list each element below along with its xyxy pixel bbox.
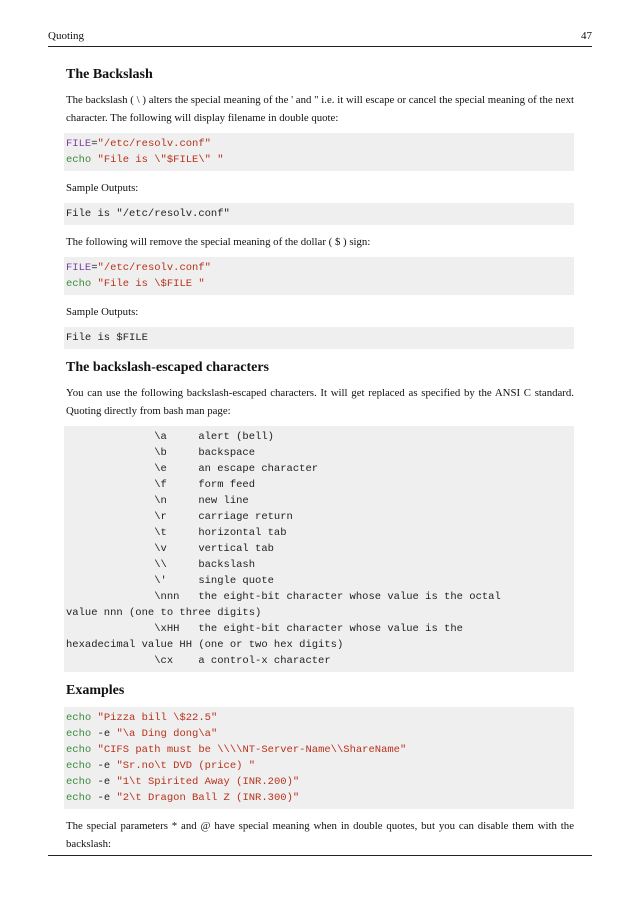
page-number: 47 bbox=[581, 30, 592, 42]
table-row: \e an escape character bbox=[66, 463, 319, 475]
heading-escaped-characters: The backslash-escaped characters bbox=[66, 360, 269, 375]
sample-outputs-label-2: Sample Outputs: bbox=[66, 306, 139, 318]
table-row: hexadecimal value HH (one or two hex digits) bbox=[66, 639, 344, 651]
heading-backslash: The Backslash bbox=[66, 67, 153, 82]
code-block-escape-table bbox=[64, 426, 574, 672]
paragraph-backslash-intro: The backslash ( \ ) alters the special meaning of the ' and " i.e. it will escape or cancel the special meaning of the next character. The following will display filename in double quote: bbox=[66, 94, 574, 124]
table-row: \b backspace bbox=[66, 447, 256, 459]
table-row: \n new line bbox=[66, 495, 249, 507]
paragraph-special-parameters: The special parameters * and @ have special meaning when in double quotes, but you can disable them with the backslash: bbox=[66, 820, 574, 850]
table-row: value nnn (one to three digits) bbox=[66, 607, 262, 619]
table-row: \r carriage return bbox=[66, 511, 293, 523]
table-row: \a alert (bell) bbox=[66, 431, 274, 443]
table-row: \f form feed bbox=[66, 479, 256, 491]
sample-outputs-label: Sample Outputs: bbox=[66, 182, 139, 194]
code-block-sample-output-2: File is $FILE bbox=[64, 327, 574, 349]
code-block-dollar-escape: FILE="/etc/resolv.conf" echo "File is \$FILE " bbox=[64, 257, 574, 295]
paragraph-dollar-intro: The following will remove the special meaning of the dollar ( $ ) sign: bbox=[66, 236, 371, 248]
table-row: \xHH the eight-bit character whose value is the bbox=[66, 623, 463, 635]
table-row: \v vertical tab bbox=[66, 543, 274, 555]
page-content bbox=[66, 66, 574, 859]
table-row: \t horizontal tab bbox=[66, 527, 287, 539]
table-row: \nnn the eight-bit character whose value is the octal bbox=[66, 591, 501, 603]
paragraph-escaped-intro: You can use the following backslash-escaped characters. It will get replaced as specified by the ANSI C standard. Quoting directly from bash man page: bbox=[66, 387, 574, 417]
table-row: \cx a control-x character bbox=[66, 655, 331, 667]
table-row: \\ backslash bbox=[66, 559, 256, 571]
section-title: Quoting bbox=[48, 30, 85, 42]
footer-rule bbox=[48, 855, 592, 856]
heading-examples: Examples bbox=[66, 683, 125, 698]
code-block-examples: echo "Pizza bill \$22.5" echo -e "\a Ding dong\a" echo "CIFS path must be \\\\NT-Server-Name\\ShareName" echo -e "Sr.no\t DVD (price) " echo -e "1\t Spirited Away (INR.200)" echo -e "2\t Dragon Ball Z (INR.300)" bbox=[64, 707, 574, 809]
code-block-filename-quote: FILE="/etc/resolv.conf" echo "File is \"$FILE\" " bbox=[64, 133, 574, 171]
page-header bbox=[48, 30, 592, 47]
table-row: \' single quote bbox=[66, 575, 274, 587]
code-block-sample-output-1: File is "/etc/resolv.conf" bbox=[64, 203, 574, 225]
